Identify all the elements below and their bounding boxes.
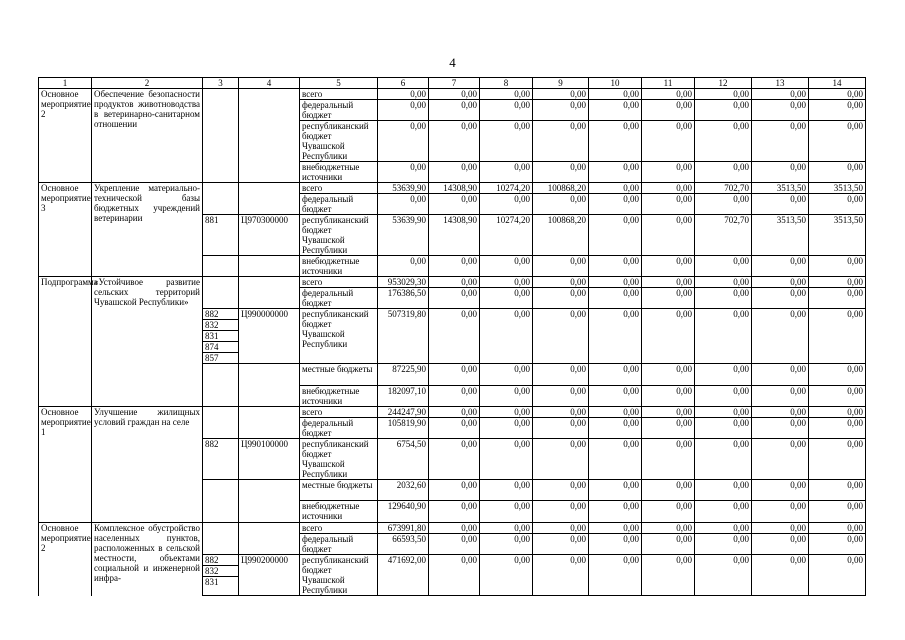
amount-cell: 182097,10 — [378, 386, 429, 407]
budget-code-cell — [203, 523, 239, 534]
amount-cell: 0,00 — [480, 407, 533, 418]
amount-cell: 0,00 — [752, 386, 809, 407]
program-code — [239, 288, 300, 309]
amount-cell: 0,00 — [589, 256, 642, 277]
measure-name: Комплексное обустройство населенных пунктов, расположенных в сельской местности, объектами социальной и инженерной инфра- — [92, 523, 203, 596]
amount-cell: 0,00 — [480, 256, 533, 277]
amount-cell: 0,00 — [752, 162, 809, 183]
amount-cell: 0,00 — [533, 364, 589, 386]
column-header: 12 — [695, 78, 752, 89]
amount-cell: 0,00 — [589, 89, 642, 100]
amount-cell: 0,00 — [752, 309, 809, 364]
budget-code-cell — [203, 194, 239, 215]
budget-code-cell — [203, 407, 239, 418]
amount-cell: 0,00 — [533, 194, 589, 215]
program-code — [239, 480, 300, 501]
amount-cell: 0,00 — [480, 162, 533, 183]
program-code — [239, 277, 300, 288]
program-code: Ц970300000 — [239, 215, 300, 256]
measure-type: Основное мероприятие 2 — [39, 89, 92, 183]
amount-cell: 0,00 — [695, 194, 752, 215]
table-row — [39, 183, 866, 194]
amount-cell: 87225,90 — [378, 364, 429, 386]
program-code — [239, 534, 300, 555]
amount-cell: 0,00 — [695, 555, 752, 596]
amount-cell: 0,00 — [642, 480, 695, 501]
amount-cell: 0,00 — [480, 309, 533, 364]
amount-cell: 0,00 — [695, 89, 752, 100]
program-code — [239, 162, 300, 183]
funding-source: федеральный бюджет — [300, 194, 378, 215]
amount-cell: 0,00 — [429, 162, 480, 183]
budget-code-cell — [203, 256, 239, 277]
amount-cell: 0,00 — [480, 501, 533, 523]
funding-source: федеральный бюджет — [300, 534, 378, 555]
amount-cell: 0,00 — [642, 309, 695, 364]
amount-cell: 0,00 — [480, 523, 533, 534]
column-header: 10 — [589, 78, 642, 89]
amount-cell: 0,00 — [589, 480, 642, 501]
amount-cell: 0,00 — [589, 183, 642, 194]
budget-code: 882 — [205, 555, 219, 565]
amount-cell: 0,00 — [533, 386, 589, 407]
measure-type: Основное мероприятие 1 — [39, 407, 92, 523]
amount-cell: 0,00 — [752, 277, 809, 288]
budget-code-cell — [203, 162, 239, 183]
amount-cell: 0,00 — [695, 480, 752, 501]
amount-cell: 0,00 — [809, 407, 866, 418]
amount-cell: 129640,90 — [378, 501, 429, 523]
program-code — [239, 523, 300, 534]
amount-cell: 0,00 — [589, 534, 642, 555]
amount-cell: 0,00 — [642, 555, 695, 596]
budget-code: 831 — [203, 576, 238, 587]
program-code — [239, 256, 300, 277]
amount-cell: 0,00 — [752, 100, 809, 121]
amount-cell: 0,00 — [695, 309, 752, 364]
amount-cell: 673991,80 — [378, 523, 429, 534]
amount-cell: 0,00 — [752, 534, 809, 555]
amount-cell: 0,00 — [589, 288, 642, 309]
budget-code-cell — [203, 121, 239, 162]
column-header: 5 — [300, 78, 378, 89]
amount-cell: 0,00 — [809, 364, 866, 386]
amount-cell: 507319,80 — [378, 309, 429, 364]
funding-source: федеральный бюджет — [300, 288, 378, 309]
budget-code: 857 — [203, 352, 238, 363]
budget-code-cell — [203, 100, 239, 121]
amount-cell: 0,00 — [642, 256, 695, 277]
amount-cell: 0,00 — [378, 194, 429, 215]
budget-code-cell — [203, 501, 239, 523]
table-row — [39, 523, 866, 534]
amount-cell: 100868,20 — [533, 215, 589, 256]
budget-code-cell — [203, 277, 239, 288]
program-code — [239, 121, 300, 162]
amount-cell: 0,00 — [429, 364, 480, 386]
budget-code-cell — [203, 364, 239, 386]
program-code — [239, 183, 300, 194]
amount-cell: 0,00 — [809, 277, 866, 288]
column-header: 2 — [92, 78, 203, 89]
amount-cell: 0,00 — [642, 215, 695, 256]
budget-code-cell — [203, 534, 239, 555]
amount-cell: 0,00 — [642, 183, 695, 194]
amount-cell: 0,00 — [429, 309, 480, 364]
header-row — [39, 78, 866, 89]
amount-cell: 0,00 — [589, 215, 642, 256]
column-header: 14 — [809, 78, 866, 89]
amount-cell: 0,00 — [480, 480, 533, 501]
amount-cell: 0,00 — [429, 480, 480, 501]
funding-source: местные бюджеты — [300, 480, 378, 501]
measure-name: Улучшение жилищных условий граждан на селе — [92, 407, 203, 523]
amount-cell: 0,00 — [809, 288, 866, 309]
amount-cell: 0,00 — [589, 121, 642, 162]
program-code — [239, 100, 300, 121]
amount-cell: 0,00 — [752, 555, 809, 596]
amount-cell: 0,00 — [429, 100, 480, 121]
funding-source: всего — [300, 277, 378, 288]
amount-cell: 0,00 — [480, 364, 533, 386]
amount-cell: 0,00 — [809, 89, 866, 100]
program-code: Ц990200000 — [239, 555, 300, 596]
amount-cell: 0,00 — [642, 277, 695, 288]
column-header: 7 — [429, 78, 480, 89]
column-header: 3 — [203, 78, 239, 89]
amount-cell: 0,00 — [695, 277, 752, 288]
table-row — [39, 407, 866, 418]
amount-cell: 0,00 — [480, 439, 533, 480]
amount-cell: 0,00 — [642, 288, 695, 309]
amount-cell: 0,00 — [533, 534, 589, 555]
amount-cell: 0,00 — [809, 534, 866, 555]
amount-cell: 0,00 — [480, 418, 533, 439]
amount-cell: 0,00 — [695, 418, 752, 439]
budget-code-cell — [203, 386, 239, 407]
amount-cell: 0,00 — [429, 407, 480, 418]
amount-cell: 0,00 — [533, 121, 589, 162]
amount-cell: 0,00 — [695, 534, 752, 555]
program-code — [239, 194, 300, 215]
budget-code: 881 — [205, 215, 219, 225]
amount-cell: 0,00 — [533, 288, 589, 309]
amount-cell: 0,00 — [809, 523, 866, 534]
program-code: Ц990100000 — [239, 439, 300, 480]
amount-cell: 953029,30 — [378, 277, 429, 288]
amount-cell: 0,00 — [695, 288, 752, 309]
amount-cell: 0,00 — [752, 418, 809, 439]
program-code — [239, 418, 300, 439]
amount-cell: 10274,20 — [480, 215, 533, 256]
amount-cell: 0,00 — [695, 439, 752, 480]
amount-cell: 3513,50 — [752, 183, 809, 194]
budget-code: 832 — [203, 565, 238, 576]
amount-cell: 0,00 — [480, 555, 533, 596]
amount-cell: 0,00 — [429, 418, 480, 439]
amount-cell: 0,00 — [429, 277, 480, 288]
measure-name: Обеспечение безопасности продуктов животноводства в ветеринарно-санитарном отношении — [92, 89, 203, 183]
amount-cell: 0,00 — [695, 523, 752, 534]
amount-cell: 0,00 — [752, 194, 809, 215]
program-code — [239, 501, 300, 523]
amount-cell: 0,00 — [589, 162, 642, 183]
amount-cell: 0,00 — [378, 162, 429, 183]
amount-cell: 0,00 — [429, 501, 480, 523]
column-header: 13 — [752, 78, 809, 89]
budget-code-cell — [203, 183, 239, 194]
amount-cell: 0,00 — [589, 418, 642, 439]
funding-source: всего — [300, 183, 378, 194]
amount-cell: 0,00 — [533, 100, 589, 121]
funding-source: внебюджетные источники — [300, 386, 378, 407]
amount-cell: 0,00 — [752, 480, 809, 501]
program-code — [239, 364, 300, 386]
amount-cell: 0,00 — [642, 407, 695, 418]
amount-cell: 0,00 — [695, 162, 752, 183]
amount-cell: 0,00 — [642, 194, 695, 215]
funding-source: всего — [300, 523, 378, 534]
amount-cell: 0,00 — [642, 501, 695, 523]
column-header: 4 — [239, 78, 300, 89]
amount-cell: 0,00 — [429, 523, 480, 534]
amount-cell: 0,00 — [429, 194, 480, 215]
funding-source: внебюджетные источники — [300, 162, 378, 183]
amount-cell: 0,00 — [809, 480, 866, 501]
amount-cell: 0,00 — [809, 386, 866, 407]
budget-code-cell — [203, 215, 239, 256]
measure-type: Основное мероприятие 2 — [39, 523, 92, 596]
amount-cell: 0,00 — [378, 100, 429, 121]
amount-cell: 0,00 — [752, 89, 809, 100]
amount-cell: 0,00 — [589, 100, 642, 121]
amount-cell: 3513,50 — [809, 183, 866, 194]
amount-cell: 0,00 — [429, 121, 480, 162]
amount-cell: 0,00 — [589, 501, 642, 523]
funding-source: всего — [300, 89, 378, 100]
budget-code-cell — [203, 439, 239, 480]
amount-cell: 0,00 — [589, 309, 642, 364]
amount-cell: 0,00 — [378, 89, 429, 100]
amount-cell: 105819,90 — [378, 418, 429, 439]
funding-source: республиканский бюджет Чувашской Республики — [300, 555, 378, 596]
amount-cell: 702,70 — [695, 183, 752, 194]
budget-code: 832 — [203, 319, 238, 330]
amount-cell: 0,00 — [809, 100, 866, 121]
funding-source: республиканский бюджет Чувашской Республики — [300, 309, 378, 364]
budget-code: 874 — [203, 341, 238, 352]
funding-source: республиканский бюджет Чувашской Республики — [300, 121, 378, 162]
amount-cell: 0,00 — [809, 194, 866, 215]
amount-cell: 176386,50 — [378, 288, 429, 309]
amount-cell: 0,00 — [695, 100, 752, 121]
amount-cell: 66593,50 — [378, 534, 429, 555]
amount-cell: 0,00 — [642, 439, 695, 480]
funding-source: федеральный бюджет — [300, 418, 378, 439]
amount-cell: 0,00 — [480, 277, 533, 288]
column-header: 11 — [642, 78, 695, 89]
amount-cell: 0,00 — [642, 523, 695, 534]
program-code — [239, 386, 300, 407]
budget-code: 882 — [205, 439, 219, 449]
page-number: 4 — [449, 55, 456, 70]
funding-source: внебюджетные источники — [300, 256, 378, 277]
budget-code-cell — [203, 480, 239, 501]
funding-source: федеральный бюджет — [300, 100, 378, 121]
budget-table — [38, 77, 866, 596]
amount-cell: 0,00 — [642, 534, 695, 555]
amount-cell: 10274,20 — [480, 183, 533, 194]
amount-cell: 14308,90 — [429, 215, 480, 256]
funding-source: всего — [300, 407, 378, 418]
amount-cell: 0,00 — [752, 364, 809, 386]
budget-code: 831 — [203, 330, 238, 341]
amount-cell: 53639,90 — [378, 183, 429, 194]
amount-cell: 0,00 — [752, 523, 809, 534]
amount-cell: 0,00 — [809, 501, 866, 523]
amount-cell: 0,00 — [429, 555, 480, 596]
amount-cell: 0,00 — [695, 386, 752, 407]
amount-cell: 0,00 — [695, 121, 752, 162]
amount-cell: 0,00 — [480, 534, 533, 555]
table-row — [39, 277, 866, 288]
amount-cell: 0,00 — [480, 100, 533, 121]
amount-cell: 0,00 — [695, 256, 752, 277]
amount-cell: 0,00 — [533, 439, 589, 480]
amount-cell: 0,00 — [429, 89, 480, 100]
amount-cell: 14308,90 — [429, 183, 480, 194]
amount-cell: 0,00 — [533, 256, 589, 277]
amount-cell: 6754,50 — [378, 439, 429, 480]
amount-cell: 0,00 — [589, 386, 642, 407]
amount-cell: 3513,50 — [809, 215, 866, 256]
program-code: Ц990000000 — [239, 309, 300, 364]
amount-cell: 0,00 — [809, 418, 866, 439]
amount-cell: 0,00 — [429, 256, 480, 277]
amount-cell: 0,00 — [809, 555, 866, 596]
funding-source: республиканский бюджет Чувашской Республики — [300, 439, 378, 480]
amount-cell: 0,00 — [752, 407, 809, 418]
budget-code-cell — [203, 288, 239, 309]
amount-cell: 0,00 — [695, 364, 752, 386]
amount-cell: 0,00 — [589, 277, 642, 288]
column-header: 6 — [378, 78, 429, 89]
amount-cell: 0,00 — [642, 386, 695, 407]
funding-source: местные бюджеты — [300, 364, 378, 386]
amount-cell: 0,00 — [533, 162, 589, 183]
amount-cell: 0,00 — [480, 386, 533, 407]
budget-code-cell — [203, 555, 239, 596]
amount-cell: 0,00 — [589, 364, 642, 386]
amount-cell: 0,00 — [752, 288, 809, 309]
amount-cell: 0,00 — [480, 121, 533, 162]
amount-cell: 0,00 — [642, 121, 695, 162]
amount-cell: 0,00 — [533, 89, 589, 100]
program-code — [239, 89, 300, 100]
amount-cell: 0,00 — [533, 523, 589, 534]
amount-cell: 0,00 — [589, 439, 642, 480]
measure-type: Основное мероприятие 3 — [39, 183, 92, 277]
amount-cell: 0,00 — [695, 407, 752, 418]
amount-cell: 0,00 — [589, 194, 642, 215]
amount-cell: 0,00 — [642, 89, 695, 100]
amount-cell: 0,00 — [809, 121, 866, 162]
amount-cell: 0,00 — [642, 100, 695, 121]
program-code — [239, 407, 300, 418]
amount-cell: 0,00 — [533, 277, 589, 288]
amount-cell: 0,00 — [533, 555, 589, 596]
amount-cell: 0,00 — [809, 309, 866, 364]
amount-cell: 0,00 — [533, 407, 589, 418]
amount-cell: 0,00 — [752, 501, 809, 523]
amount-cell: 0,00 — [642, 418, 695, 439]
amount-cell: 0,00 — [809, 439, 866, 480]
amount-cell: 0,00 — [809, 256, 866, 277]
amount-cell: 0,00 — [378, 256, 429, 277]
amount-cell: 0,00 — [533, 418, 589, 439]
budget-code: 882 — [205, 309, 219, 319]
column-header: 8 — [480, 78, 533, 89]
amount-cell: 0,00 — [589, 407, 642, 418]
amount-cell: 2032,60 — [378, 480, 429, 501]
amount-cell: 0,00 — [752, 439, 809, 480]
amount-cell: 0,00 — [695, 501, 752, 523]
amount-cell: 0,00 — [429, 386, 480, 407]
amount-cell: 0,00 — [480, 89, 533, 100]
amount-cell: 0,00 — [480, 288, 533, 309]
amount-cell: 0,00 — [752, 256, 809, 277]
amount-cell: 0,00 — [642, 162, 695, 183]
budget-code-cell — [203, 89, 239, 100]
amount-cell: 0,00 — [429, 534, 480, 555]
funding-source: республиканский бюджет Чувашской Республики — [300, 215, 378, 256]
amount-cell: 0,00 — [533, 501, 589, 523]
budget-code-cell — [203, 309, 239, 364]
amount-cell: 0,00 — [378, 121, 429, 162]
funding-source: внебюджетные источники — [300, 501, 378, 523]
amount-cell: 0,00 — [533, 480, 589, 501]
amount-cell: 100868,20 — [533, 183, 589, 194]
amount-cell: 0,00 — [589, 523, 642, 534]
amount-cell: 702,70 — [695, 215, 752, 256]
amount-cell: 0,00 — [752, 121, 809, 162]
amount-cell: 53639,90 — [378, 215, 429, 256]
amount-cell: 0,00 — [589, 555, 642, 596]
amount-cell: 0,00 — [429, 439, 480, 480]
column-header: 9 — [533, 78, 589, 89]
amount-cell: 471692,00 — [378, 555, 429, 596]
table-row — [39, 89, 866, 100]
measure-name: «Устойчивое развитие сельских территорий Чувашской Республики» — [92, 277, 203, 407]
amount-cell: 244247,90 — [378, 407, 429, 418]
amount-cell: 0,00 — [429, 288, 480, 309]
amount-cell: 0,00 — [480, 194, 533, 215]
amount-cell: 0,00 — [809, 162, 866, 183]
budget-code-cell — [203, 418, 239, 439]
measure-type: Подпрограмма — [39, 277, 92, 407]
amount-cell: 0,00 — [533, 309, 589, 364]
column-header: 1 — [39, 78, 92, 89]
amount-cell: 0,00 — [642, 364, 695, 386]
amount-cell: 3513,50 — [752, 215, 809, 256]
measure-name: Укрепление материально-технической базы бюджетных учреждений ветеринарии — [92, 183, 203, 277]
